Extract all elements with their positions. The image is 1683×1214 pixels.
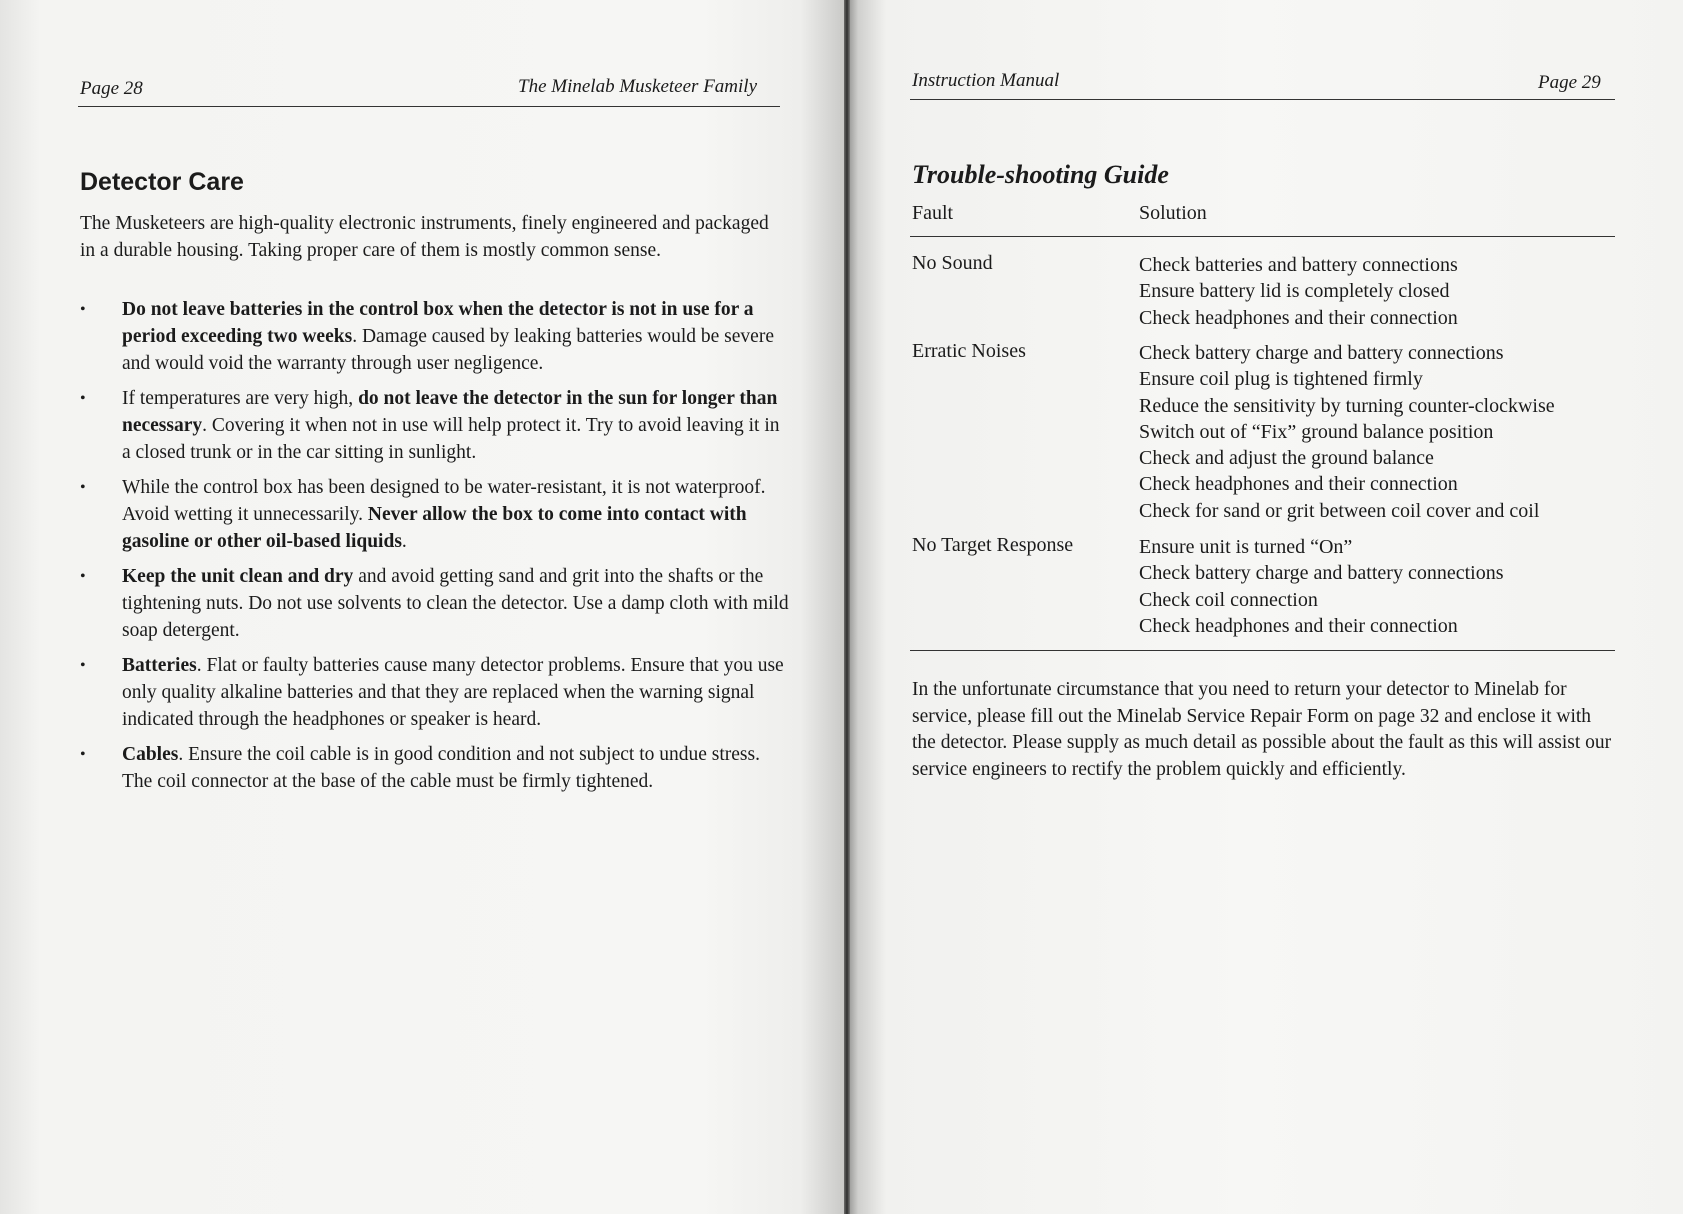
bullet-icon: •	[80, 301, 86, 318]
solution-item: Check headphones and their connection	[1139, 306, 1458, 329]
header-rule-right	[910, 99, 1615, 100]
bullet-text: While the control box has been designed to be water-resistant, it is not waterproof. Avoid wetting it unnecessarily.	[122, 477, 766, 525]
solution-item: Check headphones and their connection	[1139, 614, 1458, 637]
solution-item: Check battery charge and battery connections	[1139, 342, 1504, 364]
bullet-icon: •	[80, 746, 86, 763]
bullet-icon: •	[80, 479, 86, 496]
solution-list	[1139, 340, 1555, 524]
bullet-bold-text: do not leave the detector in the sun for longer than necessary	[122, 388, 778, 436]
page-number-left: Page 28	[80, 78, 143, 99]
bullet-item	[80, 652, 792, 733]
bullet-item	[80, 741, 792, 795]
bullet-icon: •	[80, 568, 86, 585]
fault-label: No Target Response	[912, 534, 1074, 556]
bullet-bold-text: Cables	[122, 744, 179, 765]
solution-list	[1139, 252, 1458, 331]
bullet-item	[80, 385, 792, 466]
closing-paragraph: In the unfortunate circumstance that you need to return your detector to Minelab for service, please fill out the Minelab Service Repair Form on page 32 and enclose it with the detector. Please supply as much detail as possible about the fault as this will assist our service engineers to rectify the problem quickly and efficiently.	[912, 679, 1612, 780]
solution-item: Check battery charge and battery connections	[1139, 562, 1504, 585]
fault-label: Erratic Noises	[912, 340, 1026, 362]
care-bullet-list	[80, 296, 792, 803]
solution-item: Check batteries and battery connections	[1139, 254, 1458, 276]
bullet-text: .	[401, 531, 407, 552]
bullet-bold-text: Batteries	[122, 655, 197, 676]
bullet-text: . Damage caused by leaking batteries would be severe and would void the warranty through user negligence.	[122, 326, 774, 374]
bullet-item	[80, 563, 792, 644]
bullet-icon: •	[80, 657, 86, 674]
bullet-icon: •	[80, 390, 86, 407]
bullet-text: and avoid getting sand and grit into the shafts or the tightening nuts. Do not use solvents to clean the detector. Use a damp cloth with mild soap detergent.	[122, 566, 789, 641]
bullet-text: If temperatures are very high,	[122, 388, 359, 409]
bullet-bold-text: Do not leave batteries in the control box when the detector is not in use for a period exceeding two weeks	[122, 299, 754, 347]
bullet-bold-text: Never allow the box to come into contact with gasoline or other oil-based liquids	[122, 504, 747, 552]
book-gutter	[844, 0, 850, 1214]
running-title-right: Instruction Manual	[912, 70, 1060, 91]
solution-item: Check coil connection	[1139, 588, 1318, 611]
solution-item: Ensure unit is turned “On”	[1139, 536, 1353, 558]
solution-item: Ensure coil plug is tightened firmly	[1139, 368, 1423, 391]
intro-paragraph: The Musketeers are high-quality electronic instruments, finely engineered and packaged in a durable housing. Taking proper care of them is mostly common sense.	[80, 213, 769, 261]
bullet-text: . Ensure the coil cable is in good condition and not subject to undue stress. The coil connector at the base of the cable must be firmly tightened.	[122, 744, 760, 792]
bullet-text: . Covering it when not in use will help protect it. Try to avoid leaving it in a closed trunk or in the car sitting in sunlight.	[122, 415, 780, 463]
bullet-text: . Flat or faulty batteries cause many detector problems. Ensure that you use only quality alkaline batteries and that they are replaced when the warning signal indicated through the headphones or speaker is heard.	[122, 655, 784, 730]
solution-item: Ensure battery lid is completely closed	[1139, 280, 1450, 303]
guide-title: Trouble-shooting Guide	[912, 160, 1169, 189]
fault-label: No Sound	[912, 252, 993, 274]
bullet-bold-text: Keep the unit clean and dry	[122, 566, 354, 587]
solution-item: Reduce the sensitivity by turning counter-clockwise	[1139, 394, 1555, 417]
page-number-right: Page 29	[1538, 72, 1601, 93]
solution-item: Switch out of “Fix” ground balance position	[1139, 420, 1494, 443]
table-footer-rule	[910, 650, 1615, 651]
column-header-fault: Fault	[912, 202, 954, 224]
solution-list	[1139, 534, 1503, 639]
section-title: Detector Care	[80, 168, 244, 196]
solution-item: Check headphones and their connection	[1139, 473, 1458, 496]
solution-item: Check and adjust the ground balance	[1139, 447, 1434, 470]
header-rule-left	[78, 106, 780, 107]
bleed-through-text	[470, 160, 475, 183]
solution-item: Check for sand or grit between coil cover and coil	[1139, 499, 1540, 522]
bullet-item	[80, 474, 792, 555]
table-header-rule	[910, 236, 1615, 237]
column-header-solution: Solution	[1139, 202, 1207, 224]
running-title-left: The Minelab Musketeer Family	[518, 76, 758, 97]
bullet-item	[80, 296, 792, 377]
